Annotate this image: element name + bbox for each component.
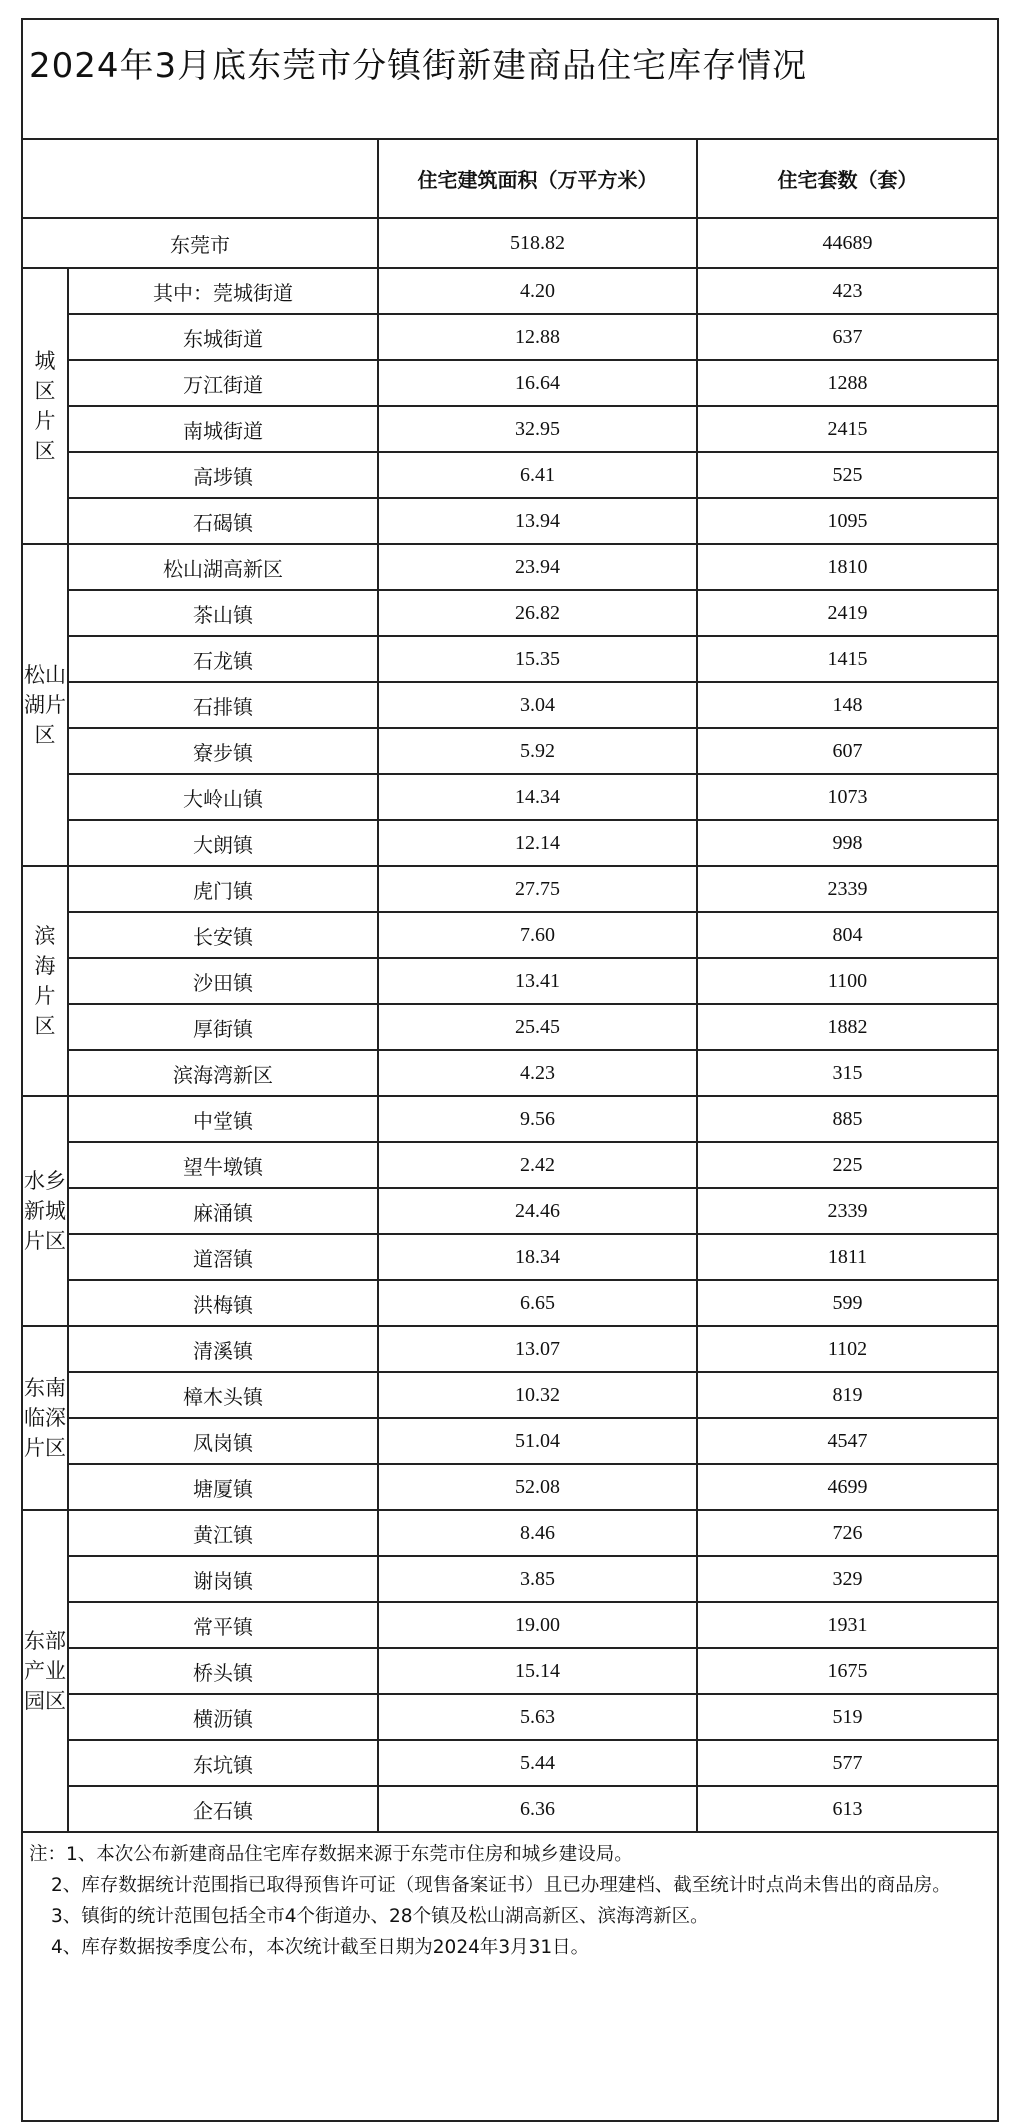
- table-row: [23, 636, 997, 682]
- region-label-line: 城: [34, 349, 56, 373]
- town-name: 石碣镇: [68, 498, 378, 544]
- town-area: 4.20: [378, 268, 697, 314]
- town-units: 998: [697, 820, 997, 866]
- table-row: [23, 1740, 997, 1786]
- town-name: 常平镇: [68, 1602, 378, 1648]
- town-units: 315: [697, 1050, 997, 1096]
- table-row: [23, 1556, 997, 1602]
- town-units: 4699: [697, 1464, 997, 1510]
- region-label-line: 片区: [24, 1229, 66, 1253]
- total-row: [23, 218, 997, 268]
- town-name: 茶山镇: [68, 590, 378, 636]
- town-name: 企石镇: [68, 1786, 378, 1832]
- town-name: 其中：莞城街道: [68, 268, 378, 314]
- header-blank-cell: [23, 140, 378, 218]
- town-units: 1811: [697, 1234, 997, 1280]
- town-area: 19.00: [378, 1602, 697, 1648]
- note-4: 4、库存数据按季度公布，本次统计截至日期为2024年3月31日。: [51, 1937, 590, 1958]
- town-area: 2.42: [378, 1142, 697, 1188]
- region-label-line: 水乡: [24, 1169, 66, 1193]
- region-label-line: 区: [34, 439, 56, 463]
- table-row: [23, 360, 997, 406]
- region-label-line: 片区: [24, 1436, 66, 1460]
- table-row: [23, 498, 997, 544]
- region-label-line: 产业: [24, 1659, 66, 1683]
- table-row: [23, 866, 997, 912]
- town-area: 14.34: [378, 774, 697, 820]
- town-name: 凤岗镇: [68, 1418, 378, 1464]
- town-units: 599: [697, 1280, 997, 1326]
- town-name: 洪梅镇: [68, 1280, 378, 1326]
- town-units: 1810: [697, 544, 997, 590]
- town-name: 望牛墩镇: [68, 1142, 378, 1188]
- town-units: 225: [697, 1142, 997, 1188]
- town-units: 1095: [697, 498, 997, 544]
- table-row: [23, 682, 997, 728]
- total-name: 东莞市: [23, 218, 378, 268]
- table-row: [23, 1418, 997, 1464]
- town-name: 万江街道: [68, 360, 378, 406]
- town-name: 横沥镇: [68, 1694, 378, 1740]
- town-name: 桥头镇: [68, 1648, 378, 1694]
- town-units: 423: [697, 268, 997, 314]
- town-name: 清溪镇: [68, 1326, 378, 1372]
- table-row: [23, 1786, 997, 1832]
- town-name: 石龙镇: [68, 636, 378, 682]
- town-area: 24.46: [378, 1188, 697, 1234]
- town-area: 10.32: [378, 1372, 697, 1418]
- table-row: [23, 1372, 997, 1418]
- town-units: 804: [697, 912, 997, 958]
- town-area: 3.04: [378, 682, 697, 728]
- town-area: 5.92: [378, 728, 697, 774]
- table-row: [23, 544, 997, 590]
- town-area: 25.45: [378, 1004, 697, 1050]
- table-row: [23, 1188, 997, 1234]
- table-row: [23, 820, 997, 866]
- town-units: 637: [697, 314, 997, 360]
- table-row: [23, 1050, 997, 1096]
- town-area: 3.85: [378, 1556, 697, 1602]
- region-label: [23, 1510, 68, 1832]
- town-area: 5.44: [378, 1740, 697, 1786]
- town-units: 885: [697, 1096, 997, 1142]
- town-area: 15.14: [378, 1648, 697, 1694]
- table-row: [23, 268, 997, 314]
- note-2: 2、库存数据统计范围指已取得预售许可证（现售备案证书）且已办理建档、截至统计时点尚未售出的商品房。: [51, 1875, 951, 1896]
- town-name: 大朗镇: [68, 820, 378, 866]
- table-row: [23, 1004, 997, 1050]
- region-label: [23, 1096, 68, 1326]
- table-row: [23, 1096, 997, 1142]
- town-area: 51.04: [378, 1418, 697, 1464]
- town-name: 石排镇: [68, 682, 378, 728]
- region-label-line: 片: [34, 409, 56, 433]
- region-label-line: 滨: [34, 924, 56, 948]
- region-label: [23, 544, 68, 866]
- town-name: 厚街镇: [68, 1004, 378, 1050]
- town-units: 1073: [697, 774, 997, 820]
- town-area: 6.41: [378, 452, 697, 498]
- town-area: 8.46: [378, 1510, 697, 1556]
- town-name: 沙田镇: [68, 958, 378, 1004]
- table-row: [23, 1510, 997, 1556]
- town-area: 9.56: [378, 1096, 697, 1142]
- region-label: [23, 1326, 68, 1510]
- table-row: [23, 1464, 997, 1510]
- total-units: 44689: [697, 218, 997, 268]
- town-units: 577: [697, 1740, 997, 1786]
- town-area: 16.64: [378, 360, 697, 406]
- town-units: 1415: [697, 636, 997, 682]
- table-row: [23, 1142, 997, 1188]
- town-area: 4.23: [378, 1050, 697, 1096]
- region-label: [23, 268, 68, 544]
- town-units: 2419: [697, 590, 997, 636]
- town-area: 13.41: [378, 958, 697, 1004]
- town-units: 329: [697, 1556, 997, 1602]
- notes: [23, 1833, 997, 1963]
- table-row: [23, 1326, 997, 1372]
- note-1: 注：1、本次公布新建商品住宅库存数据来源于东莞市住房和城乡建设局。: [29, 1844, 633, 1865]
- town-area: 27.75: [378, 866, 697, 912]
- table-row: [23, 590, 997, 636]
- town-name: 东城街道: [68, 314, 378, 360]
- header-area: 住宅建筑面积（万平方米）: [378, 140, 697, 218]
- town-area: 6.36: [378, 1786, 697, 1832]
- table-row: [23, 728, 997, 774]
- town-units: 525: [697, 452, 997, 498]
- town-area: 5.63: [378, 1694, 697, 1740]
- town-area: 26.82: [378, 590, 697, 636]
- town-name: 樟木头镇: [68, 1372, 378, 1418]
- town-name: 松山湖高新区: [68, 544, 378, 590]
- town-area: 13.94: [378, 498, 697, 544]
- region-label-line: 松山: [24, 663, 66, 687]
- table-row: [23, 1280, 997, 1326]
- town-name: 南城街道: [68, 406, 378, 452]
- town-units: 1882: [697, 1004, 997, 1050]
- town-name: 长安镇: [68, 912, 378, 958]
- town-area: 18.34: [378, 1234, 697, 1280]
- table-row: [23, 958, 997, 1004]
- inventory-table: [23, 140, 997, 1833]
- region-label-line: 湖片: [24, 693, 66, 717]
- town-units: 613: [697, 1786, 997, 1832]
- region-label-line: 海: [34, 954, 56, 978]
- region-label-line: 区: [34, 1014, 56, 1038]
- region-label-line: 区: [34, 723, 56, 747]
- town-area: 15.35: [378, 636, 697, 682]
- total-area: 518.82: [378, 218, 697, 268]
- region-label: [23, 866, 68, 1096]
- town-area: 6.65: [378, 1280, 697, 1326]
- town-name: 滨海湾新区: [68, 1050, 378, 1096]
- table-header-row: [23, 140, 997, 218]
- town-units: 607: [697, 728, 997, 774]
- table-row: [23, 1694, 997, 1740]
- table-row: [23, 314, 997, 360]
- table-row: [23, 1602, 997, 1648]
- inventory-document: [21, 18, 999, 2122]
- document-title: 2024年3月底东莞市分镇街新建商品住宅库存情况: [23, 20, 997, 140]
- town-name: 东坑镇: [68, 1740, 378, 1786]
- table-row: [23, 774, 997, 820]
- town-units: 819: [697, 1372, 997, 1418]
- region-label-line: 园区: [24, 1689, 66, 1713]
- header-units: 住宅套数（套）: [697, 140, 997, 218]
- town-units: 1288: [697, 360, 997, 406]
- town-units: 2339: [697, 866, 997, 912]
- town-units: 1675: [697, 1648, 997, 1694]
- town-name: 寮步镇: [68, 728, 378, 774]
- town-name: 大岭山镇: [68, 774, 378, 820]
- region-label-line: 新城: [24, 1199, 66, 1223]
- region-label-line: 东南: [24, 1376, 66, 1400]
- region-label-line: 东部: [24, 1629, 66, 1653]
- town-units: 519: [697, 1694, 997, 1740]
- town-units: 148: [697, 682, 997, 728]
- town-units: 1102: [697, 1326, 997, 1372]
- town-name: 道滘镇: [68, 1234, 378, 1280]
- town-units: 726: [697, 1510, 997, 1556]
- town-name: 虎门镇: [68, 866, 378, 912]
- town-area: 52.08: [378, 1464, 697, 1510]
- town-area: 32.95: [378, 406, 697, 452]
- table-row: [23, 406, 997, 452]
- town-name: 谢岗镇: [68, 1556, 378, 1602]
- town-units: 1931: [697, 1602, 997, 1648]
- region-label-line: 临深: [24, 1406, 66, 1430]
- region-label-line: 区: [34, 379, 56, 403]
- town-units: 2339: [697, 1188, 997, 1234]
- town-name: 塘厦镇: [68, 1464, 378, 1510]
- town-area: 12.88: [378, 314, 697, 360]
- note-3: 3、镇街的统计范围包括全市4个街道办、28个镇及松山湖高新区、滨海湾新区。: [51, 1906, 709, 1927]
- town-area: 12.14: [378, 820, 697, 866]
- region-label-line: 片: [34, 984, 56, 1008]
- table-row: [23, 452, 997, 498]
- town-area: 13.07: [378, 1326, 697, 1372]
- town-units: 4547: [697, 1418, 997, 1464]
- town-name: 中堂镇: [68, 1096, 378, 1142]
- town-name: 黄江镇: [68, 1510, 378, 1556]
- town-units: 1100: [697, 958, 997, 1004]
- town-name: 高埗镇: [68, 452, 378, 498]
- town-units: 2415: [697, 406, 997, 452]
- town-name: 麻涌镇: [68, 1188, 378, 1234]
- table-row: [23, 912, 997, 958]
- table-row: [23, 1234, 997, 1280]
- table-row: [23, 1648, 997, 1694]
- town-area: 23.94: [378, 544, 697, 590]
- town-area: 7.60: [378, 912, 697, 958]
